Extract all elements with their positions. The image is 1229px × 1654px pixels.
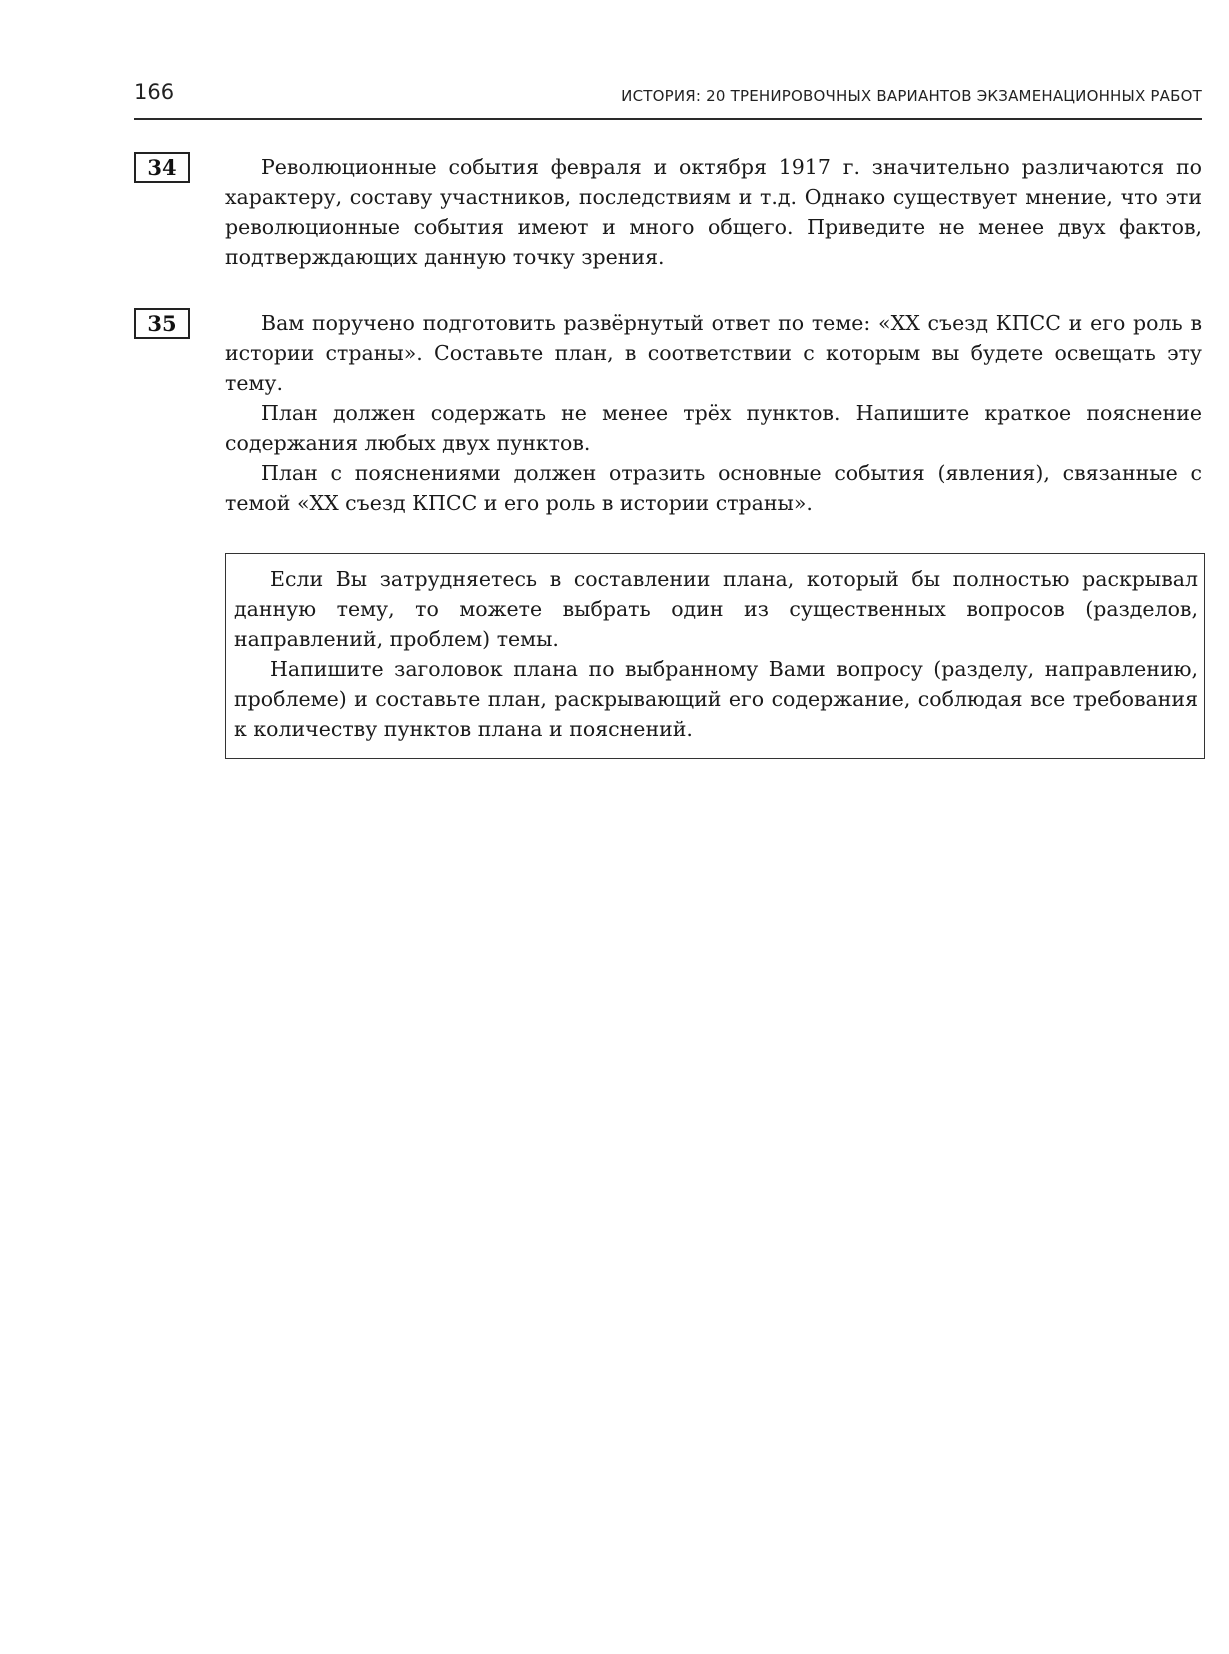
task-number-badge: 35 [134,308,190,339]
hint-paragraph: Если Вы затрудняетесь в составлении плана, который бы полностью раскрывал данную тему, то можете выбрать один из существенных вопросов (разделов, направлений, проблем) темы. [234,567,1198,651]
hint-paragraph: Напишите заголовок плана по выбранному Вами вопросу (разделу, направлению, проблеме) и составьте план, раскрывающий его содержание, соблюдая все требования к количеству пунктов плана и пояснений. [234,657,1198,741]
task-number-badge: 34 [134,152,190,183]
task-paragraph: План должен содержать не менее трёх пунктов. Напишите краткое пояснение содержания любых двух пунктов. [225,401,1202,455]
book-title: ИСТОРИЯ: 20 ТРЕНИРОВОЧНЫХ ВАРИАНТОВ ЭКЗАМЕНАЦИОННЫХ РАБОТ [621,87,1202,105]
task-paragraph: План с пояснениями должен отразить основные события (явления), связанные с темой «XX съезд КПСС и его роль в истории страны». [225,461,1202,515]
running-header [134,78,1202,120]
task-paragraph: Революционные события февраля и октября 1917 г. значительно различаются по характеру, составу участников, последствиям и т.д. Однако существует мнение, что эти революционные события имеют и много общего. Приведите не менее двух фактов, подтверждающих данную точку зрения. [225,155,1202,269]
task-text [225,152,1202,272]
task-paragraph: Вам поручено подготовить развёрнутый ответ по теме: «XX съезд КПСС и его роль в истории страны». Составьте план, в соответствии с которым вы будете освещать эту тему. [225,311,1202,395]
page-number: 166 [134,80,175,104]
task-text [225,308,1202,518]
hint-box [225,553,1205,759]
